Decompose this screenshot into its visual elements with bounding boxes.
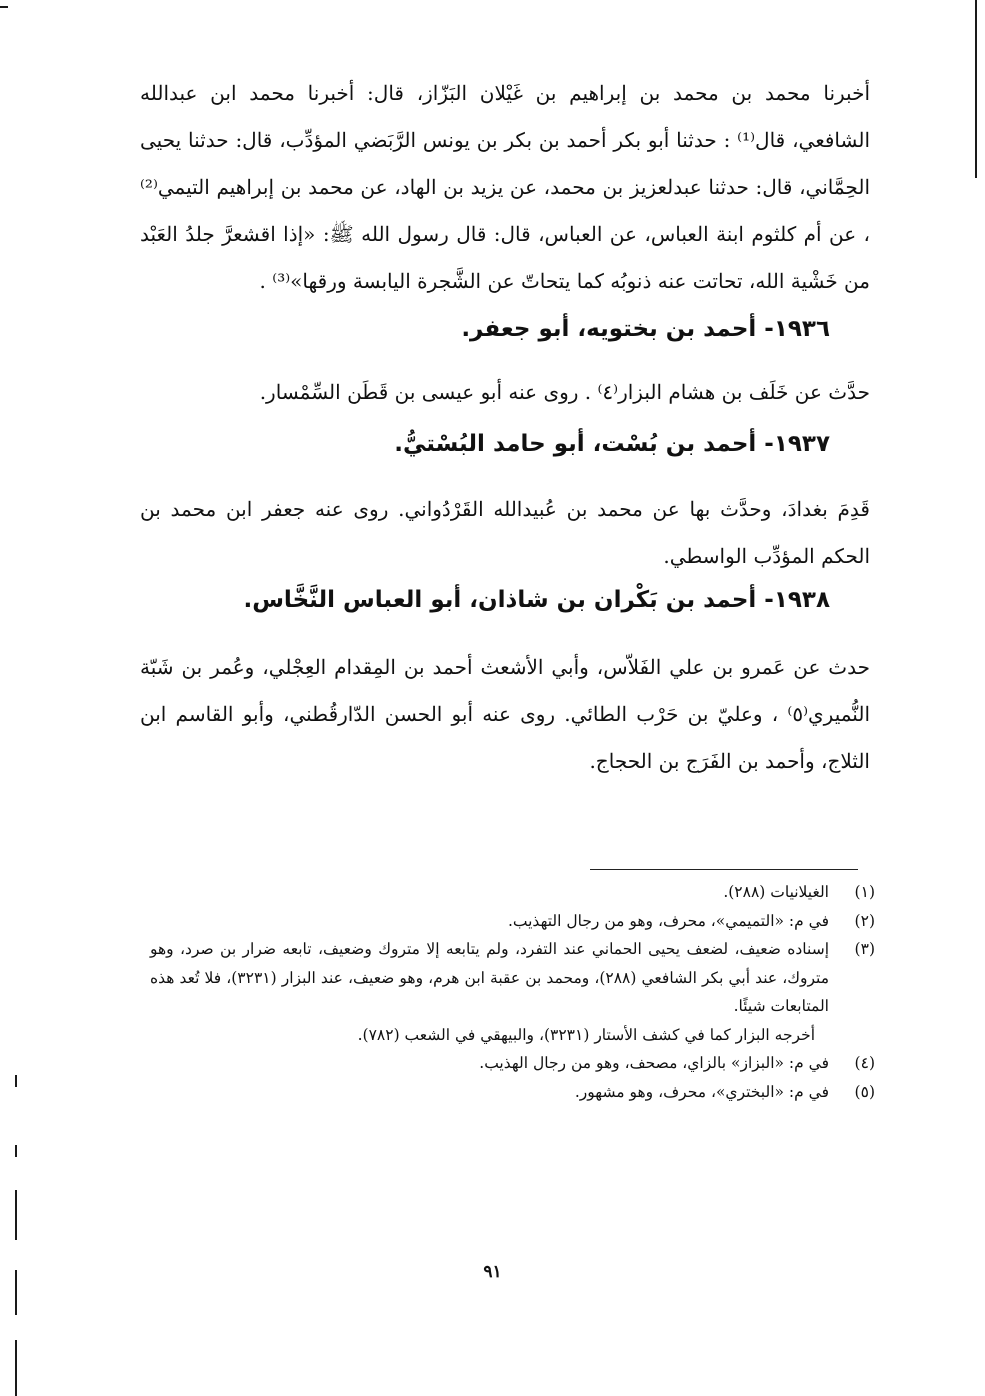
scan-corner-mark	[0, 6, 8, 8]
entry-body: حدث عن عَمرو بن علي الفَلاّس، وأبي الأشعث أحمد بن المِقدام العِجْلي، وعُمر بن شَبّة النُّميري⁽٥⁾ ، وعليّ بن حَرْب الطائي. روى عنه أبو الحسن الدّارقُطني، وأبو القاسم ابن الثلاج، وأحمد بن الفَرَج بن الحجاج.	[140, 655, 870, 773]
footnote-item	[150, 935, 875, 1021]
scan-edge-line	[15, 1340, 17, 1396]
entry-heading: ١٩٣٨- أحمد بن بَكْران بن شاذان، أبو العباس النَّخَّاس.	[243, 587, 830, 613]
intro-paragraph: أخبرنا محمد بن محمد بن إبراهيم بن غَيْلان البَزّاز، قال: أخبرنا محمد ابن عبدالله الشافعي، قال⁽¹⁾ : حدثنا أبو بكر أحمد بن بكر بن يونس الرَّبَضي المؤدِّب، قال: حدثنا يحيى الحِمَّاني، قال: حدثنا عبدلعزيز بن محمد، عن يزيد بن الهاد، عن محمد بن إبراهيم التيمي⁽²⁾ ، عن أم كلثوم ابنة العباس، عن العباس، قال: قال رسول الله ﷺ: «إذا اقشعرَّ جلدُ العَبْد من خَشْية الله، تحاتت عنه ذنوبُه كما يتحاتّ عن الشَّجرة اليابسة ورقها»⁽³⁾ .	[140, 81, 870, 293]
footnote-number: (٢)	[854, 911, 875, 930]
footnote-item	[150, 1049, 875, 1078]
footnote-number: (٥)	[854, 1082, 875, 1101]
scan-edge-line	[975, 0, 977, 178]
footnote-item	[150, 1078, 875, 1107]
entry-body: قَدِمَ بغدادَ، وحدَّث بها عن محمد بن عُبيدالله القَرْدُواني. روى عنه جعفر ابن محمد بن الحكم المؤدِّب الواسطي.	[140, 497, 870, 568]
scan-edge-line	[15, 1190, 17, 1240]
entry-heading: ١٩٣٧- أحمد بن بُسْت، أبو حامد البُسْتيُّ.	[394, 431, 830, 457]
entry-1937	[140, 424, 870, 580]
footnote-text: إسناده ضعيف، لضعف يحيى الحماني عند التفرد، ولم يتابعه إلا متروك وضعيف، تابعه ضرار بن صرد، وهو متروك، عند أبي بكر الشافعي (٢٨٨)، ومحمد بن عقبة ابن هرم، وهو ضعيف، عند البزار (٣٢٣١)، فلا تُعد هذه المتابعات شيئًا.	[150, 940, 830, 1015]
entry-1936	[140, 309, 870, 416]
footnote-number: (١)	[854, 883, 875, 901]
footnote-number: (٤)	[854, 1054, 875, 1072]
page-body	[140, 70, 870, 785]
scan-edge-line	[15, 1075, 17, 1087]
footnotes	[150, 878, 875, 1106]
scan-edge-line	[15, 1145, 17, 1157]
footnote-number: (٣)	[854, 940, 875, 958]
footnote-item	[150, 907, 875, 936]
footnote-separator	[590, 869, 858, 870]
footnote-text: في م: «البزاز» بالزاي، مصحف، وهو من رجال الهذيب.	[479, 1054, 829, 1072]
entry-1938	[140, 580, 870, 785]
footnote-text: في م: «البختري»، محرف، وهو مشهور.	[574, 1082, 829, 1101]
footnote-text: الغيلانيات (٢٨٨).	[723, 883, 829, 901]
footnote-item	[150, 878, 875, 907]
entry-heading: ١٩٣٦- أحمد بن بختويه، أبو جعفر.	[461, 316, 830, 342]
page-number: ٩١	[483, 1262, 502, 1282]
footnote-continuation: أخرجه البزار كما في كشف الأستار (٣٢٣١)، والبيهقي في الشعب (٧٨٢).	[357, 1025, 815, 1044]
entry-body: حدَّث عن خَلَف بن هشام البزار⁽٤⁾ . روى عنه أبو عيسى بن قَطَن السِّمْسار.	[259, 380, 870, 404]
footnote-text: في م: «التميمي»، محرف، وهو من رجال التهذيب.	[507, 911, 829, 930]
